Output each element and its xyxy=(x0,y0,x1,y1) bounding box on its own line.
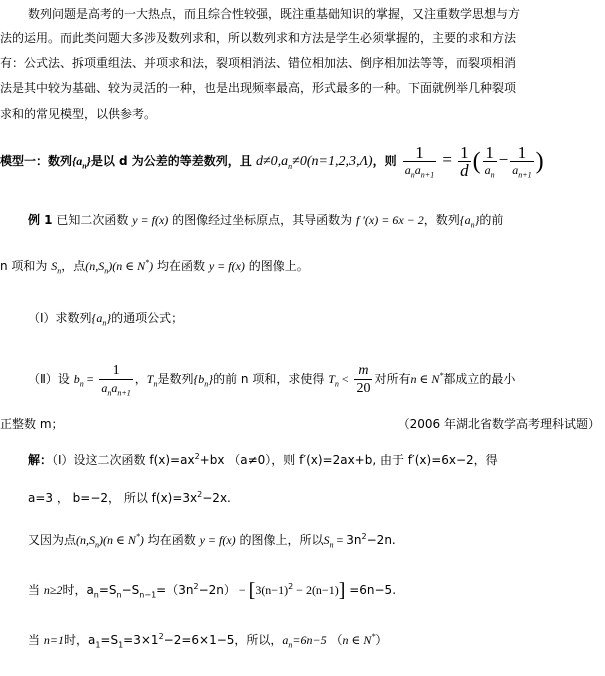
model-lhs-fraction: $\frac{1}{a_na_{n+1}}$ xyxy=(404,143,435,180)
solution-line-4: 当 n≥2时，$a_n=S_n-S_{n-1}=(3n^2-2n) - [3(n-1)^2 - 2(n-1)] =6n-5$. xyxy=(28,579,397,602)
solution-line-2: a=3 ， b=−2， 所以 $f(x)=3x^2-2x$. xyxy=(28,490,231,505)
question-2: （Ⅱ）设 $b_n$ = $\frac{1}{a_na_{n+1}}$ ，$T_n$是数列$\{b_n\}$的前 n 项和，求使得 $T_n$ < $\frac{m}{20}$ 对所有n ∈ N*都成立的最小 xyxy=(28,363,516,398)
solution-line-1: 解：（Ⅰ）设这二次函数 $f(x)=ax^2+bx$ （a≠0），则 f′(x)=2ax+b, 由于 f′(x)=6x−2，得 xyxy=(28,452,498,467)
model-label: 模型一：数列 xyxy=(0,154,73,168)
model-term1-fraction: $\frac{1}{a_n}$ xyxy=(484,143,495,180)
question-2-end: 正整数 m； xyxy=(0,417,64,431)
example-line-2: n 项和为 $S_n$，点$(n,S_n)(n$ ∈ N*) 均在函数 y = f(x) 的图像上。 xyxy=(0,258,309,276)
solution-line-5: 当 n=1时，$a_1=S_1=3\times 1^2-2=6\times 1-5$，所以，$a_n=6n-5$ （n ∈ N*） xyxy=(28,632,388,650)
intro-line-3: 有：公式法、拆项重组法、并项求和法，裂项相消法、错位相加法、倒序相加法等等，而裂项相消 xyxy=(0,56,517,70)
intro-line-4: 法是其中较为基础、较为灵活的一种，也是出现频率最高，形式最多的一种。下面就例举几种裂项 xyxy=(0,81,517,95)
model-one-line: 模型一：数列$\{a_n\}$是以 d 为公差的等差数列，且 $d\ne 0,a_n\ne 0(n=1,2,3,\Lambda)$，则 $\frac{1}{a_na_{n+1}}$ = $\frac{1}{d}$ ( $\frac{1}{a_n}$ − $\frac{1}{a_{n+1}}$ ) xyxy=(0,143,544,180)
model-condition: $d\ne 0,a_n\ne 0(n=1,2,3,\Lambda)$ xyxy=(255,154,373,171)
example-line-1: 例 1 已知二次函数 y = f(x) 的图像经过坐标原点，其导函数为 f ′(x) = 6x − 2，数列$\{a_n\}$的前 xyxy=(28,213,504,230)
model-coef-fraction: $\frac{1}{d}$ xyxy=(460,143,469,180)
q2-fraction: $\frac{1}{a_na_{n+1}}$ xyxy=(101,363,131,398)
solution-label: 解： xyxy=(28,453,53,467)
q2-bound-fraction: $\frac{m}{20}$ xyxy=(356,363,371,396)
question-1: （Ⅰ）求数列$\{a_n\}$的通项公式； xyxy=(28,311,184,328)
model-desc: 是以 d 为公差的等差数列，且 xyxy=(90,154,252,168)
solution-line-3: 又因为点$(n,S_n)(n$ ∈ N*) 均在函数 y = f(x) 的图像上，所以$S_n = 3n^2-2n$. xyxy=(28,532,396,550)
intro-line-2: 法的运用。而此类问题大多涉及数列求和，所以数列求和方法是学生必须掌握的，主要的求和方法 xyxy=(0,31,517,45)
model-term2-fraction: $\frac{1}{a_{n+1}}$ xyxy=(512,143,532,180)
question-source: （2006 年湖北省数学高考理科试题） xyxy=(397,417,600,431)
intro-line-5: 求和的常见模型，以供参考。 xyxy=(0,107,157,121)
intro-line-1: 数列问题是高考的一大热点，而且综合性较强，既注重基础知识的掌握，又注重数学思想与方 xyxy=(28,7,521,21)
example-label: 例 1 xyxy=(28,213,53,227)
